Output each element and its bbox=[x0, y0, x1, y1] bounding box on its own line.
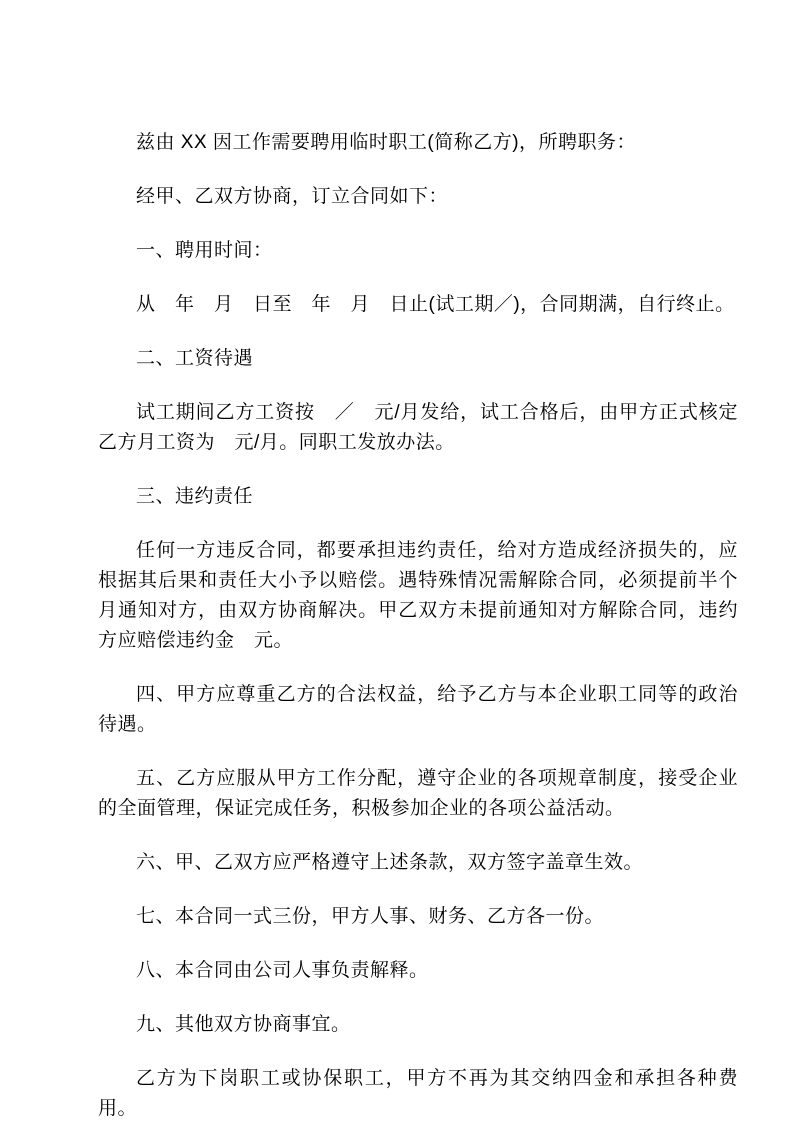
clause-5-obligations: 五、乙方应服从甲方工作分配，遵守企业的各项规章制度，接受企业的全面管理，保证完成任务，积极参加企业的各项公益活动。 bbox=[98, 768, 738, 819]
paragraph-agreement-intro: 经甲、乙双方协商，订立合同如下： bbox=[136, 186, 449, 207]
clause-2-salary-body: 试工期间乙方工资按 ／ 元/月发给，试工合格后，由甲方正式核定乙方月工资为 元/月。同职工发放办法。 bbox=[98, 402, 738, 453]
clause-3-breach-body: 任何一方违反合同，都要承担违约责任，给对方造成经济损失的，应根据其后果和责任大小予以赔偿。遇特殊情况需解除合同，必须提前半个月通知对方，由双方协商解决。甲乙双方未提前通知对方解除合同，违约方应赔偿违约金 元。 bbox=[98, 540, 738, 651]
clause-4-rights: 四、甲方应尊重乙方的合法权益，给予乙方与本企业职工同等的政治待遇。 bbox=[98, 684, 738, 735]
clause-3-breach-title: 三、违约责任 bbox=[136, 486, 254, 507]
clause-1-employment-period-title: 一、聘用时间： bbox=[136, 240, 273, 261]
clause-6-signature-effect: 六、甲、乙双方应严格遵守上述条款，双方签字盖章生效。 bbox=[136, 852, 644, 873]
paragraph-opening: 兹由 XX 因工作需要聘用临时职工(简称乙方)，所聘职务： bbox=[136, 132, 637, 153]
clause-7-copies: 七、本合同一式三份，甲方人事、财务、乙方各一份。 bbox=[136, 906, 605, 927]
clause-8-interpretation: 八、本合同由公司人事负责解释。 bbox=[136, 960, 429, 981]
paragraph-final-note: 乙方为下岗职工或协保职工，甲方不再为其交纳四金和承担各种费用。 bbox=[98, 1068, 738, 1119]
clause-2-salary-title: 二、工资待遇 bbox=[136, 348, 254, 369]
clause-9-other-matters: 九、其他双方协商事宜。 bbox=[136, 1014, 351, 1035]
clause-1-employment-period-body: 从 年 月 日至 年 月 日止(试工期／)，合同期满，自行终止。 bbox=[136, 294, 735, 315]
